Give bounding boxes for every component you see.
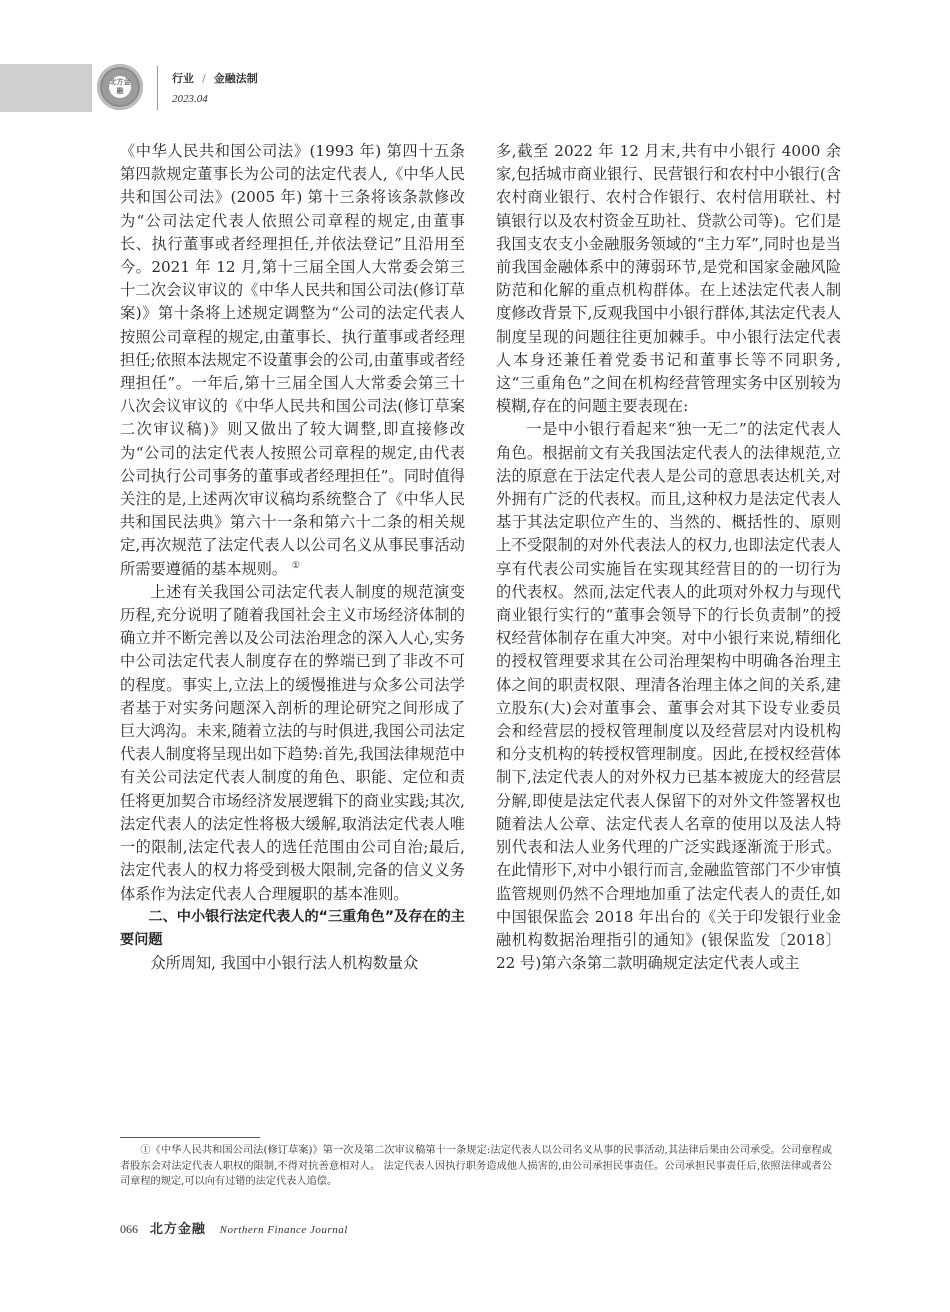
paragraph: 多,截至 2022 年 12 月末,共有中小银行 4000 余家,包括城市商业银行、民营银行和农村中小银行(含农村商业银行、农村合作银行、农村信用联社、村镇银行以及农村资金互助社、贷款公司等)。它们是我国支农支小金融服务领域的“主力军”,同时也是当前我国金融体系中的薄弱环节,是党和国家金融风险防范和化解的重点机构群体。在上述法定代表人制度修改背景下,反观我国中小银行群体,其法定代表人制度呈现的问题往往更加棘手。中小银行法定代表人本身还兼任着党委书记和董事长等不同职务,这“三重角色”之间在机构经营管理实务中区别较为模糊,存在的问题主要表现在: xyxy=(496,142,841,416)
paragraph: 上述有关我国公司法定代表人制度的规范演变历程,充分说明了随着我国社会主义市场经济体制的确立并不断完善以及公司法治理念的深入人心,实务中公司法定代表人制度存在的弊端已到了非改不可的程度。事实上,立法上的缓慢推进与众多公司法学者基于对实务问题深入剖析的理论研究之间形成了巨大鸿沟。未来,随着立法的与时俱进,我国公司法定代表人制度将呈现出如下趋势:首先,我国法律规范中有关公司法定代表人制度的角色、职能、定位和责任将更加契合市场经济发展逻辑下的商业实践;其次,法定代表人的法定性将极大缓解,取消法定代表人唯一的限制,法定代表人的选任范围由公司自治;最后,法定代表人的权力将受到极大限制,完备的信义义务体系作为法定代表人合理履职的基本准则。 xyxy=(120,582,465,903)
footnote-rule xyxy=(120,1137,260,1138)
subsection-label: 金融法制 xyxy=(213,72,258,85)
journal-name-en: Northern Finance Journal xyxy=(219,1224,348,1236)
right-column xyxy=(496,140,841,975)
issue-date: 2023.04 xyxy=(172,93,208,105)
header-side-tab xyxy=(0,64,92,112)
page-footer xyxy=(120,1218,348,1237)
paragraph xyxy=(120,140,465,581)
footnote-marker: ① xyxy=(291,560,300,571)
paragraph: 众所周知, 我国中小银行法人机构数量众 xyxy=(150,954,419,973)
journal-logo xyxy=(97,64,143,110)
breadcrumb-separator: / xyxy=(202,72,206,85)
journal-name-cn: 北方金融 xyxy=(149,1222,206,1237)
section-breadcrumb xyxy=(172,70,258,86)
paragraph: 一是中小银行看起来“独一无二”的法定代表人角色。根据前文有关我国法定代表人的法律规范,立法的原意在于法定代表人是公司的意思表达机关,对外拥有广泛的代表权。而且,这种权力是法定代表人基于其法定职位产生的、当然的、概括性的、原则上不受限制的对外代表法人的权力,也即法定代表人享有代表公司实施旨在实现其经营目的的一切行为的代表权。然而,法定代表人的此项对外权力与现代商业银行实行的“董事会领导下的行长负责制”的授权经营体制存在重大冲突。对中小银行来说,精细化的授权管理要求其在公司治理架构中明确各治理主体之间的职责权限、理清各治理主体之间的关系,建立股东(大)会对董事会、董事会对其下设专业委员会和经营层的授权管理制度以及经营层对内设机构和分支机构的转授权管理制度。因此,在授权经营体制下,法定代表人的对外权力已基本被庞大的经营层分解,即使是法定代表人保留下的对外文件签署权也随着法人公章、法定代表人名章的使用以及法人特别代表和法人业务代理的广泛实践逐渐流于形式。在此情形下,对中小银行而言,金融监管部门不少审慎监管规则仍然不合理地加重了法定代表人的责任,如中国银保监会 2018 年出台的《关于印发银行业金融机构数据治理指引的通知》(银保监发〔2018〕22 号)第六条第二款明确规定法定代表人或主 xyxy=(496,420,841,973)
section-label: 行业 xyxy=(172,72,194,85)
footnote: ①《中华人民共和国公司法(修订草案)》第一次及第二次审议稿第十一条规定:法定代表人以公司名义从事的民事活动,其法律后果由公司承受。公司章程或者股东会对法定代表人职权的限制,不得对抗善意相对人。 法定代表人因执行职务造成他人损害的,由公司承担民事责任。公司承担民事责任后,依照法律或者公司章程的规定,可以向有过错的法定代表人追偿。 xyxy=(120,1145,832,1187)
section-heading: 二、中小银行法定代表人的“三重角色”及存在的主要问题 xyxy=(120,908,465,948)
left-column xyxy=(120,140,465,975)
header-divider xyxy=(157,66,158,110)
paragraph-text: 《中华人民共和国公司法》(1993 年) 第四十五条第四款规定董事长为公司的法定代表人,《中华人民共和国公司法》(2005 年) 第十三条将该条款修改为“公司法定代表人依照公司章程的规定,由董事长、执行董事或者经理担任,并依法登记”且沿用至今。2021 年 12 月,第十三届全国人大常委会第三十二次会议审议的《中华人民共和国公司法(修订草案)》第十条将上述规定调整为“公司的法定代表人按照公司章程的规定,由董事长、执行董事或者经理担任;依照本法规定不设董事会的公司,由董事或者经理担任”。一年后,第十三届全国人大常委会第三十八次会议审议的《中华人民共和国公司法(修订草案二次审议稿)》则又做出了较大调整,即直接修改为“公司的法定代表人按照公司章程的规定,由代表公司执行公司事务的董事或者经理担任”。同时值得关注的是,上述两次审议稿均系统整合了《中华人民共和国民法典》第六十一条和第六十二条的相关规定,再次规范了法定代表人以公司名义从事民事活动所需要遵循的基本规则。 xyxy=(120,142,465,578)
logo-text: 北方金融 xyxy=(109,76,131,98)
page-number: 066 xyxy=(120,1222,138,1236)
